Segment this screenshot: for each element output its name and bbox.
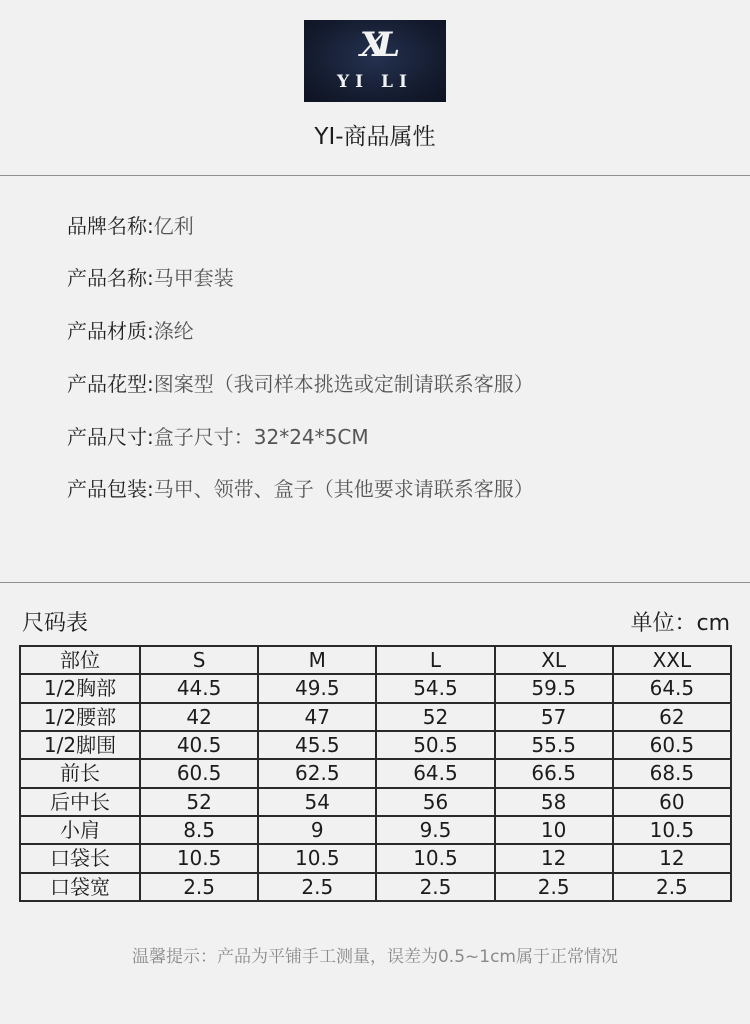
row-label-cell: 小肩 [20,816,140,844]
table-cell: 62 [613,703,731,731]
attribute-material [67,318,194,344]
table-cell: 68.5 [613,759,731,787]
header-cell: 部位 [20,646,140,674]
header-cell: M [258,646,376,674]
table-cell: 2.5 [613,873,731,901]
table-cell: 42 [140,703,258,731]
row-label-cell: 1/2腰部 [20,703,140,731]
row-label-cell: 后中长 [20,788,140,816]
size-chart-title: 尺码表 [22,611,89,636]
table-cell: 10.5 [140,844,258,872]
table-cell: 62.5 [258,759,376,787]
table-row [20,816,731,844]
attribute-value: 亿利 [153,214,194,238]
table-row [20,759,731,787]
attribute-label: 产品材质: [67,319,154,343]
attribute-product-name [67,265,234,291]
table-cell: 50.5 [376,731,494,759]
attribute-value: 图案型（我司样本挑选或定制请联系客服） [153,372,534,396]
brand-logo [304,20,446,102]
attribute-brand-name [67,213,194,239]
table-cell: 2.5 [376,873,494,901]
table-cell: 47 [258,703,376,731]
table-cell: 44.5 [140,674,258,702]
table-cell: 49.5 [258,674,376,702]
table-cell: 60.5 [140,759,258,787]
table-cell: 57 [495,703,613,731]
table-cell: 10.5 [376,844,494,872]
table-cell: 64.5 [376,759,494,787]
table-cell: 40.5 [140,731,258,759]
row-label-cell: 口袋长 [20,844,140,872]
table-cell: 12 [613,844,731,872]
table-row [20,703,731,731]
attribute-value: 马甲套装 [153,266,234,290]
table-cell: 54.5 [376,674,494,702]
table-cell: 52 [140,788,258,816]
table-cell: 60.5 [613,731,731,759]
header-cell: XL [495,646,613,674]
table-cell: 9 [258,816,376,844]
table-cell: 8.5 [140,816,258,844]
attribute-label: 产品尺寸: [67,425,154,449]
size-chart-unit: 单位：cm [630,611,730,636]
attribute-pattern [67,371,534,397]
size-chart-table [19,645,732,902]
header-cell: L [376,646,494,674]
table-cell: 59.5 [495,674,613,702]
table-cell: 56 [376,788,494,816]
row-label-cell: 1/2脚围 [20,731,140,759]
table-row [20,844,731,872]
table-cell: 10.5 [258,844,376,872]
attribute-label: 产品包装: [67,477,154,501]
table-row [20,674,731,702]
attribute-value: 盒子尺寸：32*24*5CM [153,425,369,449]
measurement-note: 温馨提示：产品为平铺手工测量，误差为0.5~1cm属于正常情况 [131,947,618,967]
table-cell: 60 [613,788,731,816]
brand-logo-mark: XL [359,25,391,65]
table-cell: 10 [495,816,613,844]
brand-logo-text: YI LI [337,72,413,92]
row-label-cell: 口袋宽 [20,873,140,901]
attribute-packaging [67,476,534,502]
attribute-value: 马甲、领带、盒子（其他要求请联系客服） [153,477,534,501]
table-row [20,873,731,901]
row-label-cell: 前长 [20,759,140,787]
attribute-label: 品牌名称: [67,214,154,238]
section-title: YI-商品属性 [314,124,436,150]
header-cell: S [140,646,258,674]
table-cell: 54 [258,788,376,816]
attribute-label: 产品花型: [67,372,154,396]
row-label-cell: 1/2胸部 [20,674,140,702]
table-cell: 52 [376,703,494,731]
table-cell: 45.5 [258,731,376,759]
table-cell: 66.5 [495,759,613,787]
table-row [20,731,731,759]
divider-middle [0,582,750,583]
attribute-size [67,424,369,450]
divider-top [0,175,750,176]
table-cell: 64.5 [613,674,731,702]
table-cell: 2.5 [258,873,376,901]
table-cell: 2.5 [495,873,613,901]
table-cell: 2.5 [140,873,258,901]
table-cell: 55.5 [495,731,613,759]
table-row [20,788,731,816]
table-cell: 10.5 [613,816,731,844]
table-cell: 58 [495,788,613,816]
size-table-header-row [20,646,731,674]
table-cell: 9.5 [376,816,494,844]
attribute-value: 涤纶 [153,319,194,343]
table-cell: 12 [495,844,613,872]
header-cell: XXL [613,646,731,674]
attribute-label: 产品名称: [67,266,154,290]
